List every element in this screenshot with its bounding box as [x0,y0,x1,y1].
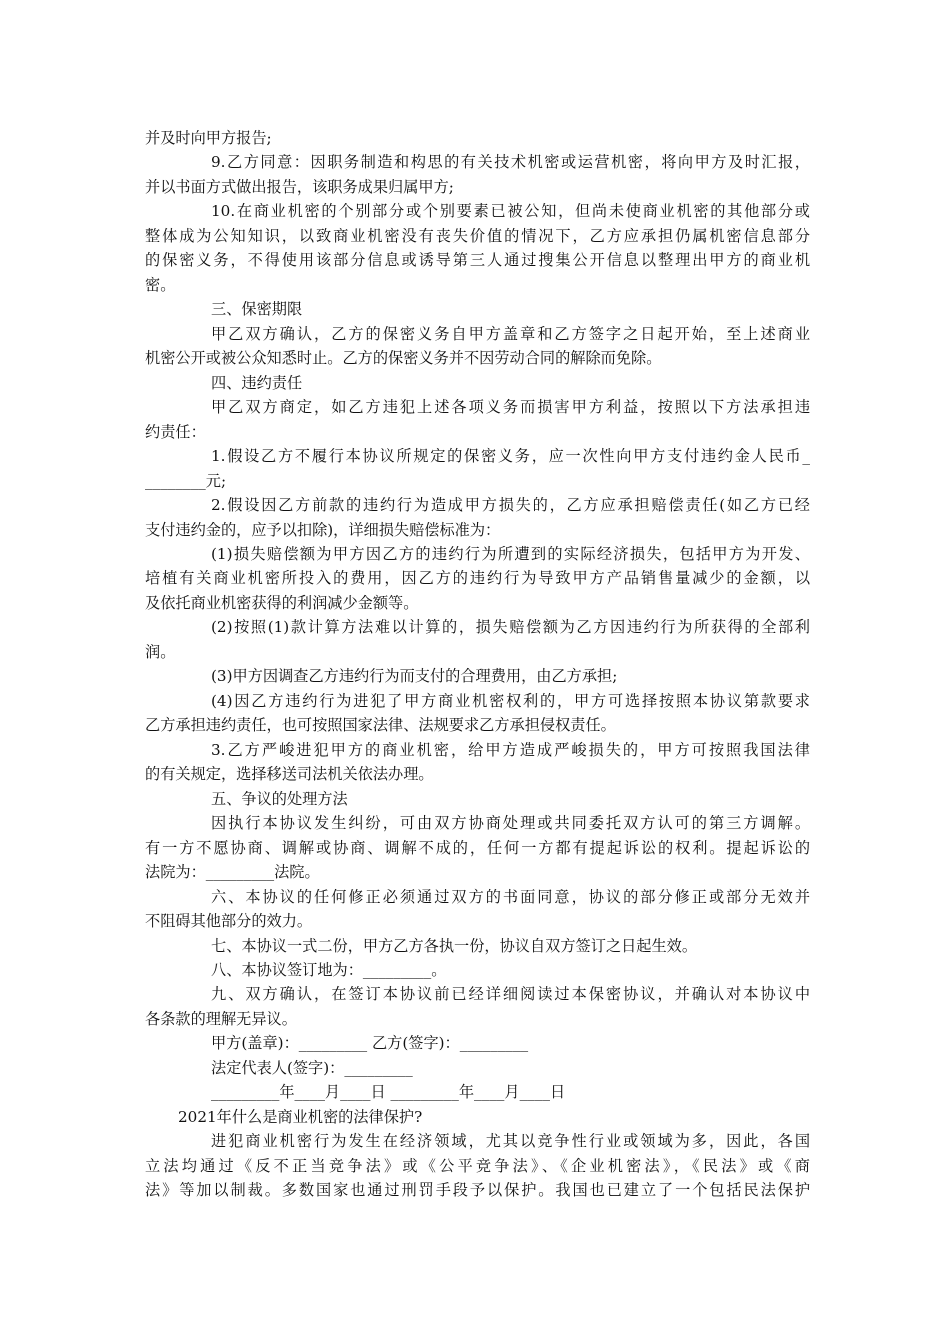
text-line: 有一方不愿协商、调解或协商、调解不成的，任何一方都有提起诉讼的权利。提起诉讼的 [145,838,810,857]
text-line: 约责任： [145,422,206,441]
text-line: 甲乙双方确认，乙方的保密义务自甲方盖章和乙方签字之日起开始，至上述商业 [211,324,810,343]
text-line: 整体成为公知知识，以致商业机密没有丧失价值的情况下，乙方应承担仍属机密信息部分 [145,226,810,245]
text-line: 立法均通过《反不正当竞争法》或《公平竞争法》、《企业机密法》，《民法》或《商 [145,1156,810,1175]
text-line: 1.假设乙方不履行本协议所规定的保密义务，应一次性向甲方支付违约金人民币_ [211,447,810,466]
text-line: 七、本协议一式二份，甲方乙方各执一份，协议自双方签订之日起生效。 [211,936,697,955]
text-line: 甲方(盖章)：_________ 乙方(签字)：_________ [211,1034,529,1053]
text-line: 及依托商业机密获得的利润减少金额等。 [145,593,419,612]
text-line: 进犯商业机密行为发生在经济领域，尤其以竞争性行业或领域为多，因此，各国 [211,1132,810,1151]
text-line: 9.乙方同意：因职务制造和构思的有关技术机密或运营机密，将向甲方及时汇报， [211,153,810,172]
text-line: 3.乙方严峻进犯甲方的商业机密，给甲方造成严峻损失的，甲方可按照我国法律 [211,740,810,759]
text-line: 2.假设因乙方前款的违约行为造成甲方损失的，乙方应承担赔偿责任(如乙方已经 [211,496,810,515]
text-line: 的有关规定，选择移送司法机关依法办理。 [145,765,434,784]
text-line: 支付违约金的，应予以扣除)，详细损失赔偿标准为： [145,520,501,539]
text-line: 因执行本协议发生纠纷，可由双方协商处理或共同委托双方认可的第三方调解。 [211,814,810,833]
text-line: 甲乙双方商定，如乙方违犯上述各项义务而损害甲方利益，按照以下方法承担违 [211,398,810,417]
text-line: 机密公开或被公众知悉时止。乙方的保密义务并不因劳动合同的解除而免除。 [145,349,662,368]
text-line: (1)损失赔偿额为甲方因乙方的违约行为所遭到的实际经济损失，包括甲方为开发、 [211,544,810,563]
text-line: _________年____月____日 _________年____月____日 [211,1083,566,1102]
text-line: 润。 [145,642,176,661]
text-line: 法》等加以制裁。多数国家也通过刑罚手段予以保护。我国也已建立了一个包括民法保护 [145,1181,810,1200]
text-line: 各条款的理解无异议。 [145,1009,297,1028]
text-line: 并以书面方式做出报告，该职务成果归属甲方; [145,177,454,196]
text-line: 六、本协议的任何修正必须通过双方的书面同意，协议的部分修正或部分无效并 [211,887,810,906]
text-line: 10.在商业机密的个别部分或个别要素已被公知，但尚未使商业机密的其他部分或 [211,202,810,221]
text-line: 八、本协议签订地为：_________。 [211,960,447,979]
text-line: (2)按照(1)款计算方法难以计算的，损失赔偿额为乙方因违约行为所获得的全部利 [211,618,810,637]
text-line: (3)甲方因调查乙方违约行为而支付的合理费用，由乙方承担; [211,667,618,686]
text-line: 2021年什么是商业机密的法律保护? [178,1107,423,1126]
text-line: 密。 [145,275,176,294]
text-line: 乙方承担违约责任，也可按照国家法律、法规要求乙方承担侵权责任。 [145,716,616,735]
text-line: 五、争议的处理方法 [211,789,348,808]
text-line: 四、违约责任 [211,373,303,392]
text-line: 法定代表人(签字)：_________ [211,1058,413,1077]
text-line: 培植有关商业机密所投入的费用，因乙方的违约行为导致甲方产品销售量减少的金额，以 [145,569,810,588]
text-line: 九、双方确认，在签订本协议前已经详细阅读过本保密协议，并确认对本协议中 [211,985,810,1004]
text-line: 并及时向甲方报告; [145,129,272,147]
text-line: ________元; [145,471,227,490]
text-line: 的保密义务，不得使用该部分信息或诱导第三人通过搜集公开信息以整理出甲方的商业机 [145,251,810,270]
text-line: 三、保密期限 [211,300,303,319]
text-line: 法院为：_________法院。 [145,863,320,882]
text-line: (4)因乙方违约行为进犯了甲方商业机密权利的，甲方可选择按照本协议第款要求 [211,691,810,710]
text-line: 不阻碍其他部分的效力。 [145,912,313,931]
